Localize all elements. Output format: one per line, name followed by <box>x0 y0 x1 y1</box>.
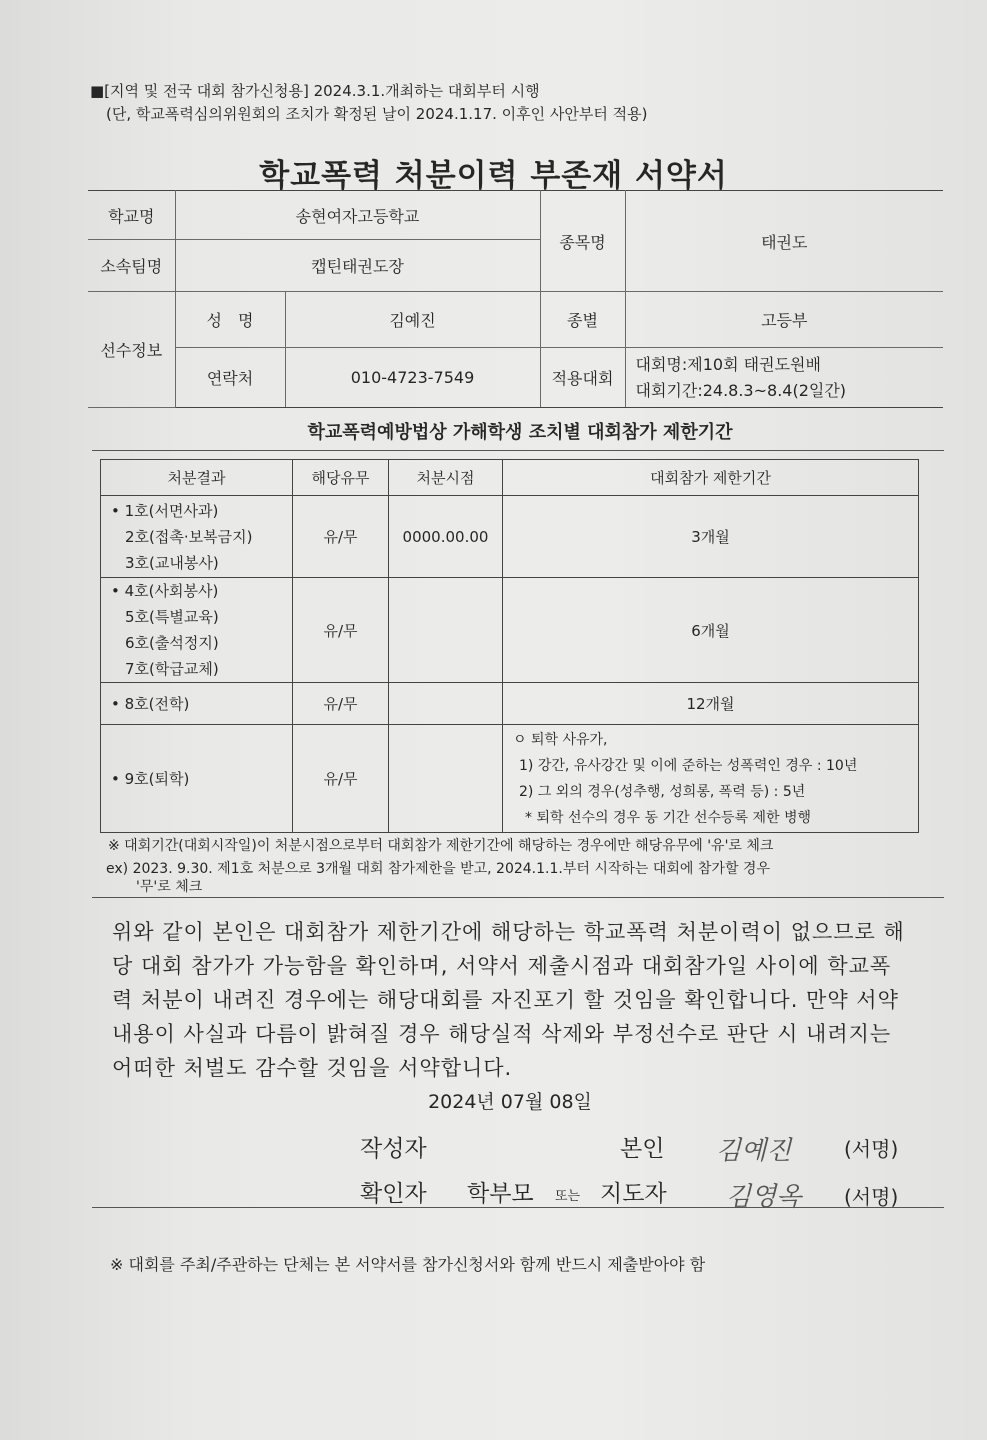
pledge-text: 위와 같이 본인은 대회참가 제한기간에 해당하는 학교폭력 처분이력이 없으므로 해당 대회 참가가 가능함을 확인하며, 서약서 제출시점과 대회참가일 사이에 학교폭력 처분이 내려진 경우에는 해당대회를 자진포기 할 것임을 확인합니다. 만약 서약내용이 사실과 다름이 밝혀질 경우 해당실적 삭제와 부정선수로 판단 시 내려지는 어떠한 처벌도 감수할 것임을 서약합니다. <box>112 920 905 1080</box>
school-value: 송현여자고등학교 <box>175 191 540 240</box>
event-name: 대회명:제10회 태권도원배 <box>635 354 821 374</box>
self-handwritten-name: 김예진 <box>716 1136 792 1166</box>
row4-limit <box>503 725 919 833</box>
writer-label: 작성자 <box>360 1136 427 1162</box>
header-applicable: 해당유무 <box>293 460 389 496</box>
athlete-label: 선수정보 <box>88 292 175 408</box>
category-value: 고등부 <box>625 292 943 348</box>
row4-limit-line: 2) 그 외의 경우(성추행, 성희롱, 폭력 등) : 5년 <box>519 784 806 800</box>
category-label: 종별 <box>540 292 625 348</box>
row4-category <box>101 725 293 833</box>
contact-value: 010-4723-7549 <box>285 348 540 408</box>
row2-item: 6호(출석정지) <box>125 634 219 652</box>
row1-item: 3호(교내봉사) <box>125 553 219 572</box>
event-label: 적용대회 <box>540 348 625 408</box>
document-title: 학교폭력 처분이력 부존재 서약서 <box>259 158 728 194</box>
header-line-2: (단, 학교폭력심의위원회의 조치가 확정된 날이 2024.1.17. 이후인 사안부터 적용) <box>106 105 648 123</box>
team-label: 소속팀명 <box>88 240 175 292</box>
row3-time <box>389 683 503 725</box>
signature-divider <box>92 1207 944 1208</box>
row2-item: 5호(특별교육) <box>125 608 219 626</box>
row4-time <box>389 725 503 833</box>
header-result: 처분결과 <box>101 460 293 496</box>
date: 2024년 07월 08일 <box>428 1091 592 1113</box>
row1-limit: 3개월 <box>503 496 919 578</box>
sport-value: 태권도 <box>625 191 943 292</box>
header-limit: 대회참가 제한기간 <box>503 460 919 496</box>
row4-limit-line: 1) 강간, 유사강간 및 이에 준하는 성폭력인 경우 : 10년 <box>519 758 858 774</box>
coach-handwritten-name: 김영옥 <box>726 1182 802 1212</box>
row4-limit-line: * 퇴학 선수의 경우 동 기간 선수등록 제한 병행 <box>525 810 812 826</box>
row3-applicable: 유/무 <box>293 683 389 725</box>
row3-item: • 8호(전학) <box>111 694 190 713</box>
header-time: 처분시점 <box>389 460 503 496</box>
note-example: ex) 2023. 9.30. 제1호 처분으로 3개월 대회 참가제한을 받고, 2024.1.1.부터 시작하는 대회에 참가할 경우 <box>106 861 770 877</box>
footer-note: ※ 대회를 주최/주관하는 단체는 본 서약서를 참가신청서와 함께 반드시 제출받아야 함 <box>110 1255 706 1274</box>
team-value: 캡틴태권도장 <box>175 240 540 292</box>
or-label: 또는 <box>555 1189 581 1204</box>
coach-sign: (서명) <box>844 1185 899 1209</box>
row1-item: • 1호(서면사과) <box>111 501 219 520</box>
name-value: 김예진 <box>285 292 540 348</box>
self-sign: (서명) <box>844 1137 899 1161</box>
name-label: 성 명 <box>175 292 285 348</box>
note-example-cont: '무'로 체크 <box>136 879 203 895</box>
sport-label: 종목명 <box>540 191 625 292</box>
restriction-table <box>100 459 919 833</box>
event-info <box>625 348 943 408</box>
parent-label: 학부모 <box>467 1181 534 1207</box>
row2-time <box>389 578 503 683</box>
row2-item: 7호(학급교체) <box>125 660 219 678</box>
row4-item: • 9호(퇴학) <box>111 769 190 788</box>
row2-applicable: 유/무 <box>293 578 389 683</box>
row1-time: 0000.00.00 <box>389 496 503 578</box>
school-label: 학교명 <box>88 191 175 240</box>
row2-item: • 4호(사회봉사) <box>111 582 219 600</box>
row3-limit: 12개월 <box>503 683 919 725</box>
coach-label: 지도자 <box>600 1181 667 1207</box>
section-title: 학교폭력예방법상 가해학생 조치별 대회참가 제한기간 <box>307 422 733 443</box>
section-divider <box>92 450 944 451</box>
row2-limit: 6개월 <box>503 578 919 683</box>
row1-category <box>101 496 293 578</box>
contact-label: 연락처 <box>175 348 285 408</box>
info-table <box>88 190 943 408</box>
row4-applicable: 유/무 <box>293 725 389 833</box>
row1-applicable: 유/무 <box>293 496 389 578</box>
header-line-1: ■[지역 및 전국 대회 참가신청용] 2024.3.1.개최하는 대회부터 시행 <box>90 82 540 100</box>
event-period: 대회기간:24.8.3~8.4(2일간) <box>635 380 847 400</box>
row3-category <box>101 683 293 725</box>
row4-limit-line: ㅇ 퇴학 사유가, <box>513 732 608 748</box>
row2-category <box>101 578 293 683</box>
confirm-label: 확인자 <box>360 1181 427 1207</box>
notes-divider <box>92 897 944 898</box>
note-check-rule: ※ 대회기간(대회시작일)이 처분시점으로부터 대회참가 제한기간에 해당하는 경우에만 해당유무에 '유'로 체크 <box>108 838 774 854</box>
row1-item: 2호(접촉·보복금지) <box>125 527 253 546</box>
self-label: 본인 <box>620 1136 665 1162</box>
